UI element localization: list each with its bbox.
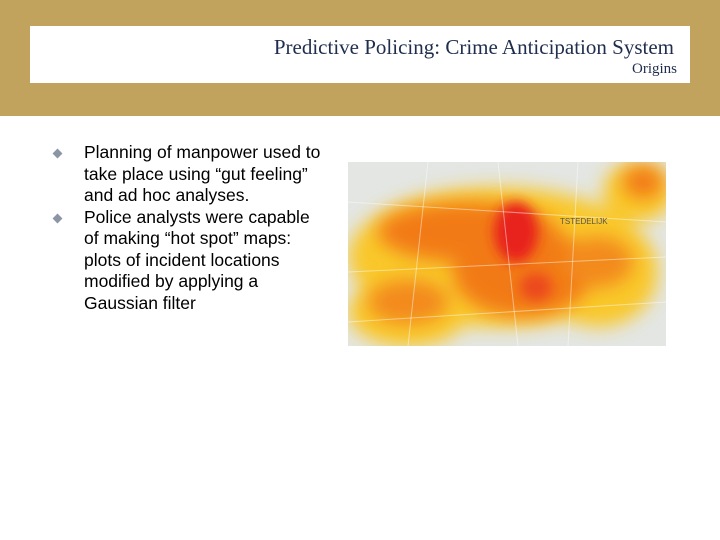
hotspot-heatmap-image [348,162,666,346]
slide-title: Predictive Policing: Crime Anticipation System [273,35,674,59]
header-band [0,0,720,116]
bullet-list [54,142,324,314]
bullet-item [54,142,324,207]
bullet-text: Police analysts were capable of making “hot spot” maps: plots of incident locations modified by applying a Gaussian filter [84,206,310,313]
bullet-item [54,207,324,315]
diamond-bullet-icon [53,149,63,159]
title-box [30,26,690,83]
bullet-text: Planning of manpower used to take place using “gut feeling” and ad hoc analyses. [84,142,321,205]
diamond-bullet-icon [53,213,63,223]
slide-subtitle: Origins [632,61,677,77]
map-area-label: TSTEDELIJK [560,217,608,226]
heatmap-svg [348,162,666,346]
